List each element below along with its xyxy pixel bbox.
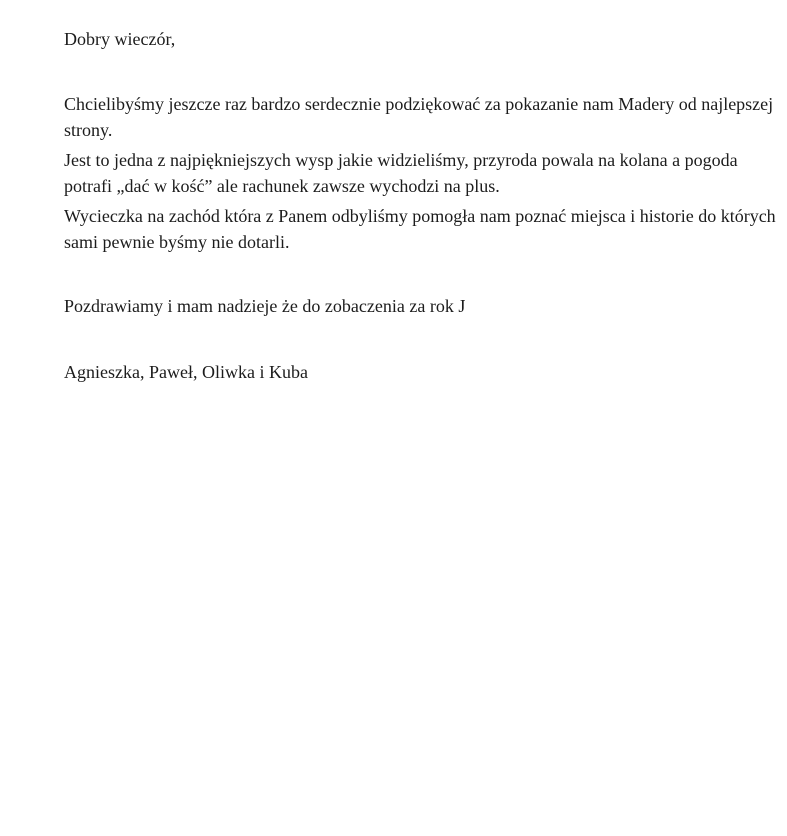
paragraph-closing <box>64 293 747 319</box>
letter-page <box>0 26 787 836</box>
greeting-text: Dobry wieczór, <box>64 29 176 49</box>
thanks-line-2: strony. <box>64 120 113 140</box>
closing-text: Pozdrawiamy i mam nadzieje że do zobaczenia za rok J <box>64 296 466 316</box>
paragraph-thanks <box>64 91 774 143</box>
trip-line-2: sami pewnie byśmy nie dotarli. <box>64 232 290 252</box>
paragraph-island <box>64 147 747 199</box>
paragraph-greeting <box>64 26 747 52</box>
thanks-line-1: Chcielibyśmy jeszcze raz bardzo serdecznie podziękować za pokazanie nam Madery od najlepszej <box>64 94 774 114</box>
signature-text: Agnieszka, Paweł, Oliwka i Kuba <box>64 362 308 382</box>
trip-line-1: Wycieczka na zachód która z Panem odbyliśmy pomogła nam poznać miejsca i historie do których <box>64 206 776 226</box>
paragraph-trip <box>64 203 776 255</box>
island-line-2: potrafi „dać w kość” ale rachunek zawsze wychodzi na plus. <box>64 176 500 196</box>
island-line-1: Jest to jedna z najpiękniejszych wysp jakie widzieliśmy, przyroda powala na kolana a pogoda <box>64 150 738 170</box>
paragraph-signature <box>64 359 747 385</box>
